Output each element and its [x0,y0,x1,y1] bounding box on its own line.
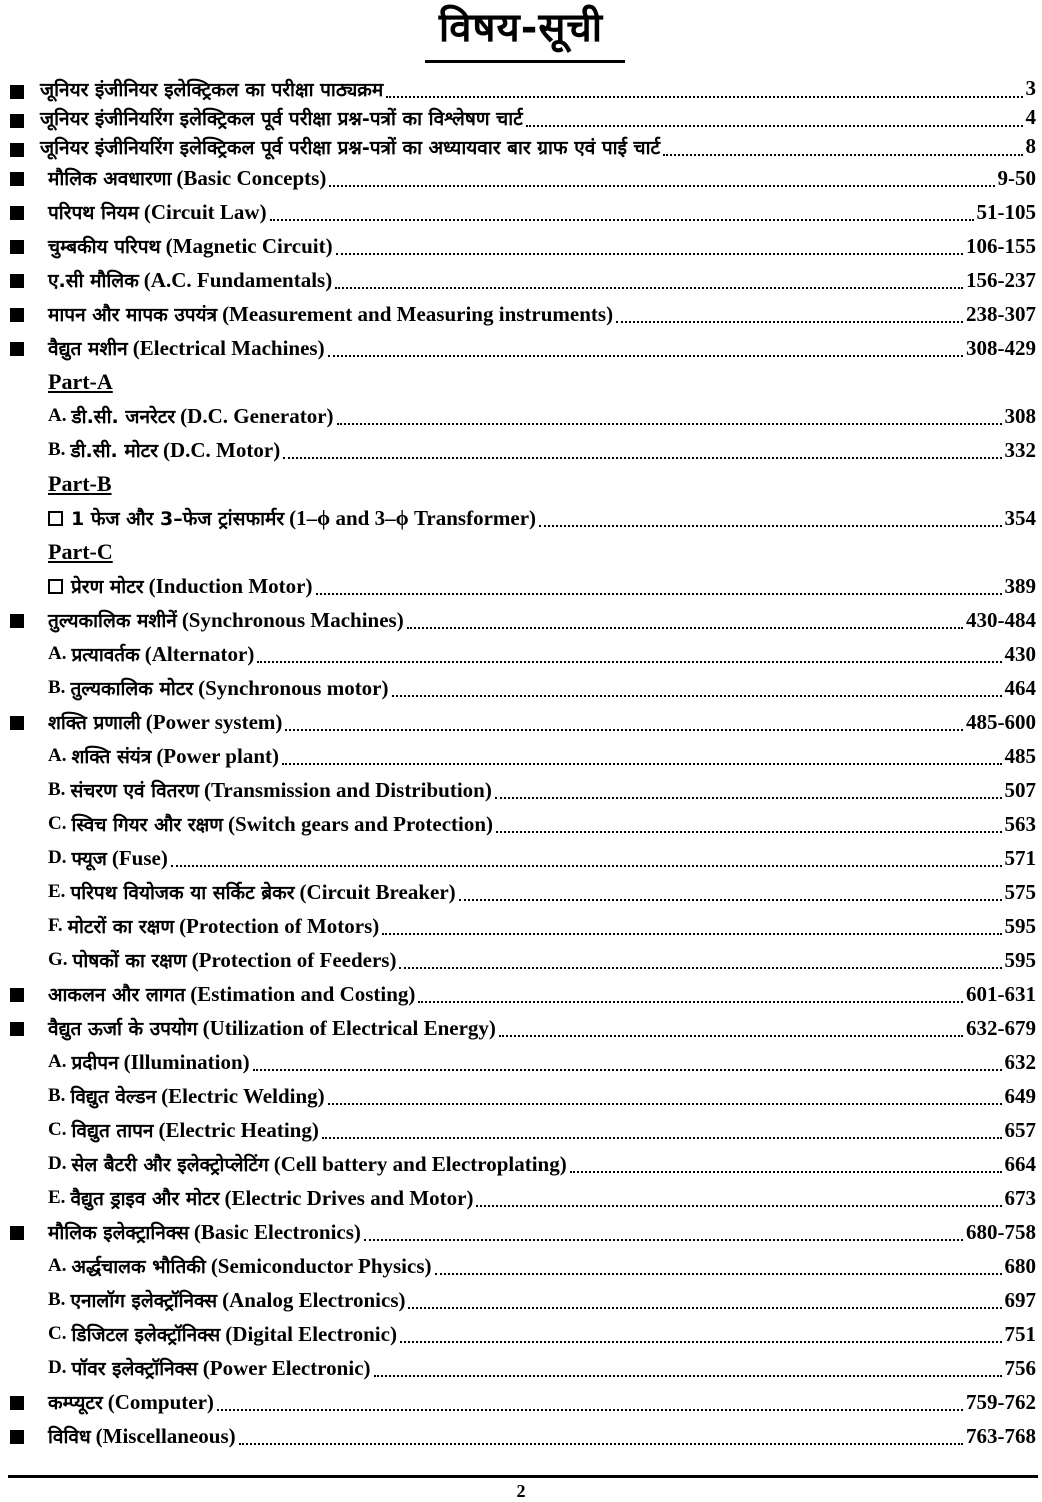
toc-entry [0,977,1042,1011]
dot-leader [408,1307,1001,1309]
entry-page-number: 632-679 [966,1015,1036,1040]
entry-label [48,981,415,1007]
toc-entry [0,297,1042,331]
subentry-letter: C. [48,1323,67,1344]
entry-title-hindi: विद्युत वेल्डन [70,1086,157,1108]
toc-entry [0,229,1042,263]
entry-label [48,199,267,225]
subentry-letter: B. [48,677,66,698]
entry-title-english: (D.C. Motor) [162,437,281,462]
toc-entry [0,103,1042,132]
entry-title-hindi: संचरण एवं वितरण [70,780,199,802]
dot-leader [285,729,963,731]
page-number: 2 [516,1481,526,1501]
dot-leader [336,253,963,255]
subentry-letter: E. [48,1187,66,1208]
dot-leader [399,967,1001,969]
square-bullet-icon [10,614,24,628]
dot-leader [253,1069,1002,1071]
part-label: Part-B [48,471,112,496]
subentry-letter: G. [48,949,68,970]
dot-leader [526,125,1023,127]
dot-leader [499,1035,963,1037]
entry-label [40,134,660,160]
entry-label [48,607,404,633]
dot-leader [418,1001,963,1003]
entry-label [48,1049,250,1075]
entry-page-number: 3 [1025,76,1036,100]
entry-label [48,165,326,191]
entry-page-number: 751 [1004,1321,1036,1346]
entry-label [48,777,492,803]
entry-title-english: (1–ϕ and 3–ϕ Transformer) [289,505,537,530]
dot-leader [328,1103,1002,1105]
entry-page-number: 697 [1004,1287,1036,1312]
entry-page-number: 571 [1004,845,1036,870]
entry-title-hindi: परिपथ नियम [48,202,139,224]
hollow-square-bullet-icon [48,511,63,526]
entry-title-hindi: विविध [48,1426,91,1448]
entry-label [48,1321,397,1347]
entry-label [48,1185,473,1211]
toc-entry [0,161,1042,195]
entry-title-english: (Circuit Breaker) [299,879,456,904]
square-bullet-icon [10,1396,24,1410]
toc-entry [0,132,1042,161]
entry-title-hindi: वैद्युत ड्राइव और मोटर [70,1188,220,1210]
toc-entry [0,1385,1042,1419]
subentry-letter: B. [48,779,66,800]
square-bullet-icon [10,342,24,356]
entry-page-number: 673 [1004,1185,1036,1210]
hollow-square-bullet-icon [48,579,63,594]
toc-subentry [0,637,1042,671]
entry-label [48,1287,405,1313]
dot-leader [386,96,1022,98]
toc-entry [0,705,1042,739]
dot-leader [539,525,1001,527]
subentry-letter: A. [48,405,67,426]
entry-label [48,301,613,327]
entry-page-number: 575 [1004,879,1036,904]
entry-label [48,675,389,701]
entry-page-number: 238-307 [966,301,1036,326]
entry-label [48,1355,371,1381]
entry-title-english: (Induction Motor) [148,573,313,598]
entry-title-english: (Measurement and Measuring instruments) [222,301,614,326]
dot-leader [392,695,1002,697]
subentry-letter: B. [48,1085,66,1106]
entry-title-english: (A.C. Fundamentals) [143,267,333,292]
square-bullet-icon [10,143,24,157]
entry-title-english: (Semiconductor Physics) [210,1253,432,1278]
toc-subentry [0,841,1042,875]
toc-subentry [0,569,1042,603]
toc-subentry [0,1079,1042,1113]
subentry-letter: B. [48,439,66,460]
toc-part-heading [0,467,1042,501]
entry-page-number: 680 [1004,1253,1036,1278]
square-bullet-icon [10,1430,24,1444]
dot-leader [316,593,1002,595]
entry-page-number: 308-429 [966,335,1036,360]
entry-title-hindi: शक्ति प्रणाली [48,712,141,734]
dot-leader [374,1375,1002,1377]
entry-title-hindi: डी.सी. मोटर [70,440,158,462]
entry-label [48,641,254,667]
toc-subentry [0,943,1042,977]
dot-leader [270,219,974,221]
square-bullet-icon [10,172,24,186]
entry-label [48,1219,361,1245]
entry-title-english: (Power plant) [156,743,279,768]
toc-subentry [0,433,1042,467]
entry-title-hindi: प्रत्यावर्तक [71,644,140,666]
toc-entry [0,603,1042,637]
entry-title-english: (Fuse) [111,845,168,870]
entry-label [48,1015,496,1041]
entry-title-hindi: 1 फेज और 3–फेज ट्रांसफार्मर [71,508,285,530]
dot-leader [496,831,1001,833]
entry-title-english: (Circuit Law) [143,199,267,224]
entry-title-hindi: जूनियर इंजीनियरिंग इलेक्ट्रिकल पूर्व परीक्षा प्रश्न-पत्रों का अध्यायवार बार ग्राफ एवं पाई चार्ट [40,136,661,159]
subentry-letter: F. [48,915,63,936]
dot-leader [459,899,1002,901]
square-bullet-icon [10,274,24,288]
entry-title-hindi: मोटरों का रक्षण [67,916,175,938]
entry-label [48,505,536,531]
entry-title-hindi: प्रदीपन [71,1052,119,1074]
entry-label [48,335,325,361]
entry-label [48,1083,325,1109]
entry-title-hindi: मौलिक अवधारणा [48,168,172,190]
entry-title-hindi: कम्प्यूटर [48,1392,103,1414]
entry-title-hindi: अर्द्धचालक भौतिकी [71,1256,206,1278]
entry-page-number: 389 [1004,573,1036,598]
entry-page-number: 308 [1004,403,1036,428]
entry-page-number: 430-484 [966,607,1036,632]
square-bullet-icon [10,240,24,254]
square-bullet-icon [10,1022,24,1036]
entry-page-number: 632 [1004,1049,1036,1074]
subentry-letter: C. [48,1119,67,1140]
entry-page-number: 4 [1025,105,1036,129]
subentry-letter: A. [48,745,67,766]
dot-leader [663,154,1022,156]
entry-page-number: 485 [1004,743,1036,768]
dot-leader [171,865,1002,867]
entry-page-number: 156-237 [966,267,1036,292]
entry-page-number: 354 [1004,505,1036,530]
entry-title-hindi: तुल्यकालिक मोटर [70,678,194,700]
entry-title-hindi: चुम्बकीय परिपथ [48,236,161,258]
part-label: Part-C [48,539,113,564]
entry-title-hindi: डी.सी. जनरेटर [71,406,176,428]
entry-title-hindi: पोषकों का रक्षण [72,950,187,972]
square-bullet-icon [10,308,24,322]
entry-title-hindi: सेल बैटरी और इलेक्ट्रोप्लेटिंग [71,1154,269,1176]
entry-page-number: 763-768 [966,1423,1036,1448]
dot-leader [364,1239,963,1241]
entry-title-hindi: फ्यूज [71,848,107,870]
table-of-contents [0,74,1042,1453]
entry-title-english: (Electric Drives and Motor) [224,1185,474,1210]
entry-label [48,845,168,871]
part-label: Part-A [48,369,113,394]
toc-entry [0,1419,1042,1453]
square-bullet-icon [10,1226,24,1240]
entry-label [48,709,282,735]
page-title: विषय-सूची [438,5,604,51]
entry-title-english: (Miscellaneous) [95,1423,236,1448]
square-bullet-icon [10,206,24,220]
subentry-letter: C. [48,813,67,834]
dot-leader [322,1137,1002,1139]
toc-subentry [0,909,1042,943]
entry-title-english: (Electrical Machines) [132,335,325,360]
entry-title-hindi: शक्ति संयंत्र [71,746,152,768]
entry-title-english: (Alternator) [144,641,255,666]
dot-leader [570,1171,1002,1173]
entry-title-english: (Basic Concepts) [176,165,327,190]
entry-page-number: 51-105 [976,199,1036,224]
toc-part-heading [0,535,1042,569]
footer-rule [8,1475,1038,1478]
entry-page-number: 595 [1004,913,1036,938]
entry-label [48,811,493,837]
dot-leader [328,355,963,357]
toc-subentry [0,501,1042,535]
entry-title-english: (Basic Electronics) [193,1219,361,1244]
entry-title-english: (Magnetic Circuit) [165,233,333,258]
entry-page-number: 485-600 [966,709,1036,734]
entry-label [48,233,333,259]
toc-subentry [0,739,1042,773]
toc-part-heading [0,365,1042,399]
dot-leader [476,1205,1001,1207]
entry-page-number: 464 [1004,675,1036,700]
entry-title-hindi: परिपथ वियोजक या सर्किट ब्रेकर [70,882,295,904]
toc-entry [0,1011,1042,1045]
subentry-letter: A. [48,1051,67,1072]
toc-subentry [0,1181,1042,1215]
entry-title-english: (Utilization of Electrical Energy) [202,1015,496,1040]
dot-leader [400,1341,1002,1343]
entry-title-english: (Switch gears and Protection) [228,811,494,836]
title-underline [425,60,625,63]
entry-label [48,1253,432,1279]
entry-title-hindi: ए.सी मौलिक [48,270,139,292]
entry-title-hindi: मापन और मापक उपयंत्र [48,304,218,326]
entry-title-hindi: जूनियर इंजीनियर इलेक्ट्रिकल का परीक्षा पाठ्यक्रम [40,78,384,101]
entry-title-english: (Cell battery and Electroplating) [273,1151,567,1176]
subentry-letter: D. [48,1153,67,1174]
entry-title-english: (Synchronous motor) [198,675,389,700]
toc-subentry [0,1045,1042,1079]
toc-subentry [0,1283,1042,1317]
dot-leader [337,423,1002,425]
toc-subentry [0,1113,1042,1147]
dot-leader [335,287,963,289]
toc-subentry [0,1249,1042,1283]
dot-leader [616,321,963,323]
entry-page-number: 657 [1004,1117,1036,1142]
entry-page-number: 106-155 [966,233,1036,258]
entry-title-hindi: तुल्यकालिक मशीनें [48,610,177,632]
entry-title-hindi: एनालॉग इलेक्ट्रॉनिक्स [70,1290,218,1312]
entry-page-number: 664 [1004,1151,1036,1176]
toc-subentry [0,399,1042,433]
toc-subentry [0,1351,1042,1385]
dot-leader [282,763,1002,765]
toc-subentry [0,1317,1042,1351]
entry-label [48,879,456,905]
entry-label [48,743,279,769]
toc-subentry [0,1147,1042,1181]
entry-title-english: (Analog Electronics) [222,1287,406,1312]
toc-subentry [0,773,1042,807]
entry-label [48,403,334,429]
toc-entry [0,263,1042,297]
entry-title-english: (Synchronous Machines) [181,607,404,632]
entry-page-number: 595 [1004,947,1036,972]
entry-title-hindi: जूनियर इंजीनियरिंग इलेक्ट्रिकल पूर्व परीक्षा प्रश्न-पत्रों का विश्लेषण चार्ट [40,107,523,130]
entry-title-english: (Electric Heating) [158,1117,319,1142]
subentry-letter: D. [48,847,67,868]
entry-title-hindi: पॉवर इलेक्ट्रॉनिक्स [71,1358,198,1380]
entry-title-english: (D.C. Generator) [180,403,334,428]
toc-subentry [0,671,1042,705]
toc-entry [0,331,1042,365]
entry-page-number: 601-631 [966,981,1036,1006]
entry-label [40,105,523,131]
entry-title-hindi: विद्युत तापन [71,1120,154,1142]
toc-entry [0,195,1042,229]
dot-leader [217,1409,963,1411]
dot-leader [257,661,1001,663]
subentry-letter: A. [48,1255,67,1276]
title-block [0,0,1042,68]
subentry-letter: B. [48,1289,66,1310]
entry-page-number: 680-758 [966,1219,1036,1244]
entry-title-hindi: वैद्युत ऊर्जा के उपयोग [48,1018,198,1040]
dot-leader [283,457,1001,459]
entry-label [48,573,313,599]
entry-page-number: 756 [1004,1355,1036,1380]
entry-page-number: 430 [1004,641,1036,666]
dot-leader [239,1443,963,1445]
entry-title-hindi: आकलन और लागत [48,984,186,1006]
dot-leader [382,933,1001,935]
entry-label [48,267,332,293]
entry-label [48,1423,236,1449]
entry-page-number: 8 [1025,134,1036,158]
dot-leader [495,797,1002,799]
entry-page-number: 649 [1004,1083,1036,1108]
toc-subentry [0,875,1042,909]
entry-label [48,913,379,939]
toc-subentry [0,807,1042,841]
entry-label [48,947,396,973]
entry-label [40,76,383,102]
entry-title-english: (Computer) [107,1389,214,1414]
dot-leader [435,1273,1002,1275]
entry-title-english: (Estimation and Costing) [190,981,416,1006]
entry-page-number: 9-50 [997,165,1036,190]
entry-title-english: (Power Electronic) [202,1355,371,1380]
square-bullet-icon [10,716,24,730]
entry-title-hindi: डिजिटल इलेक्ट्रॉनिक्स [71,1324,221,1346]
square-bullet-icon [10,988,24,1002]
entry-label [48,1389,214,1415]
entry-title-hindi: प्रेरण मोटर [71,576,144,598]
toc-entry [0,74,1042,103]
entry-label [48,1151,567,1177]
square-bullet-icon [10,85,24,99]
dot-leader [407,627,963,629]
entry-page-number: 332 [1004,437,1036,462]
entry-label [48,437,280,463]
toc-entry [0,1215,1042,1249]
entry-title-hindi: स्विच गियर और रक्षण [71,814,224,836]
entry-title-english: (Electric Welding) [161,1083,325,1108]
subentry-letter: E. [48,881,66,902]
entry-page-number: 759-762 [966,1389,1036,1414]
entry-title-english: (Protection of Feeders) [191,947,397,972]
entry-title-english: (Protection of Motors) [179,913,380,938]
entry-page-number: 563 [1004,811,1036,836]
entry-title-english: (Transmission and Distribution) [203,777,492,802]
subentry-letter: D. [48,1357,67,1378]
entry-title-hindi: वैद्युत मशीन [48,338,128,360]
entry-title-hindi: मौलिक इलेक्ट्रानिक्स [48,1222,189,1244]
subentry-letter: A. [48,643,67,664]
entry-title-english: (Power system) [145,709,283,734]
square-bullet-icon [10,114,24,128]
entry-title-english: (Illumination) [123,1049,250,1074]
entry-label [48,1117,319,1143]
dot-leader [329,185,994,187]
entry-page-number: 507 [1004,777,1036,802]
entry-title-english: (Digital Electronic) [225,1321,397,1346]
